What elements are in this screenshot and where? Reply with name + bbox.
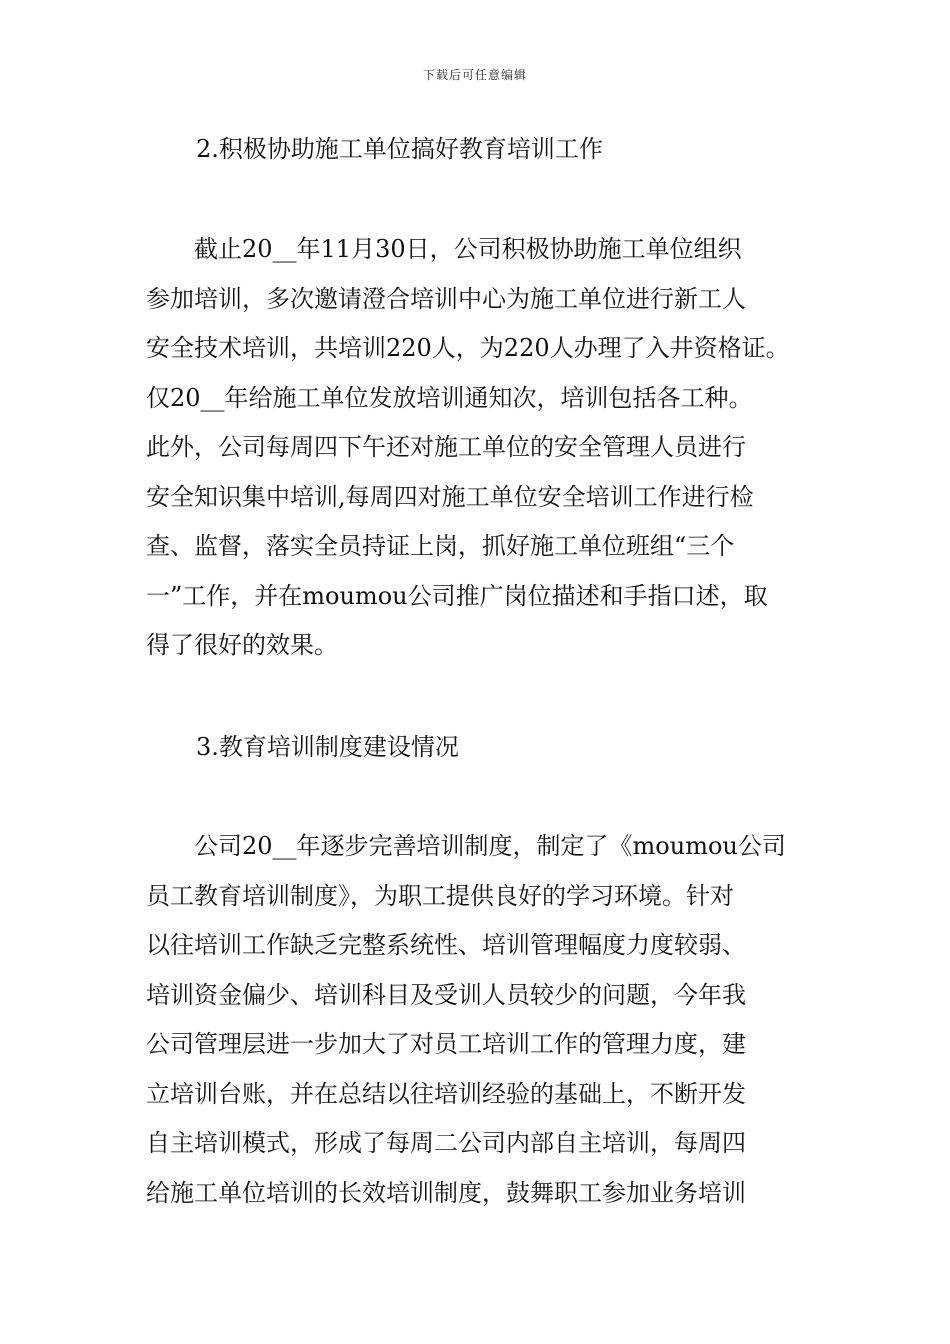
text-line: 给施工单位培训的长效培训制度，鼓舞职工参加业务培训 (146, 1178, 746, 1207)
text-line: 得了很好的效果。 (146, 631, 338, 659)
text-line: 自主培训模式，形成了每周二公司内部自主培训，每周四 (146, 1129, 746, 1157)
text-line: 仅20__年给施工单位发放培训通知次，培训包括各工种。 (146, 383, 753, 412)
text-line: 公司20__年逐步完善培训制度，制定了《moumou公司 (146, 832, 786, 860)
paragraph-training-assistance (146, 225, 806, 671)
text-line: 员工教育培训制度》，为职工提供良好的学习环境。针对 (146, 881, 734, 910)
text-line: 安全技术培训，共培训220人，为220人办理了入井资格证。 (146, 334, 790, 362)
text-line: 以往培训工作缺乏完整系统性、培训管理幅度力度较弱、 (146, 931, 746, 959)
text-line: 此外，公司每周四下午还对施工单位的安全管理人员进行 (146, 433, 746, 461)
text-line: 截止20__年11月30日，公司积极协助施工单位组织 (146, 235, 742, 263)
text-line: 立培训台账，并在总结以往培训经验的基础上，不断开发 (146, 1079, 746, 1108)
paragraph-system-construction (146, 822, 806, 1218)
text-line: 一”工作，并在moumou公司推广岗位描述和手指口述，取 (146, 581, 768, 610)
text-line: 查、监督，落实全员持证上岗，抓好施工单位班组“三个 (146, 532, 735, 560)
text-line: 参加培训，多次邀请澄合培训中心为施工单位进行新工人 (146, 284, 746, 313)
section-heading-system-construction: 3.教育培训制度建设情况 (196, 733, 459, 761)
header-note: 下载后可任意编辑 (422, 68, 527, 82)
text-line: 公司管理层进一步加大了对员工培训工作的管理力度，建 (146, 1030, 746, 1058)
text-line: 培训资金偏少、培训科目及受训人员较少的问题，今年我 (146, 980, 746, 1009)
text-line: 安全知识集中培训,每周四对施工单位安全培训工作进行检 (146, 482, 754, 511)
section-heading-training-assistance: 2.积极协助施工单位搞好教育培训工作 (196, 135, 603, 163)
